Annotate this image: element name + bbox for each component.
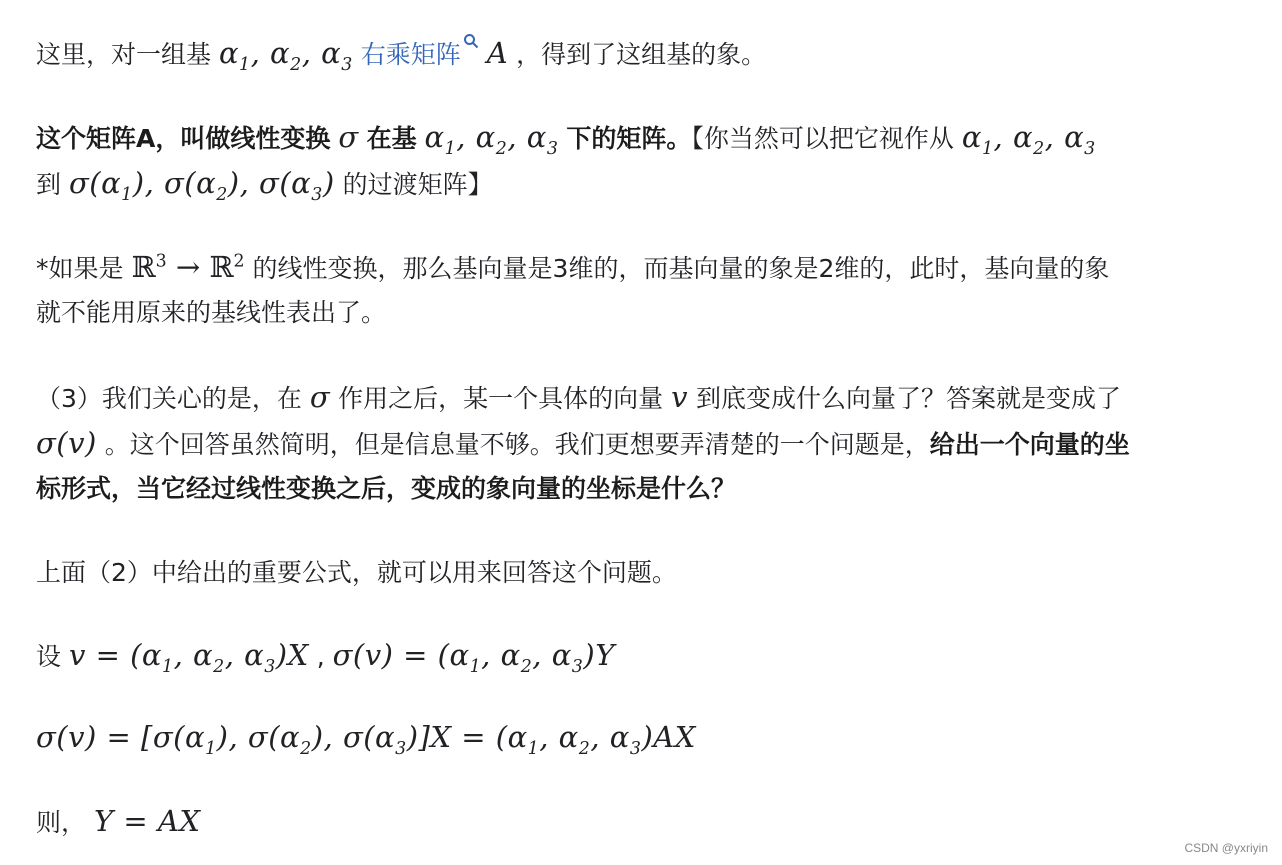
paragraph-5 bbox=[36, 550, 1256, 596]
text: 作用之后，某一个具体的向量 bbox=[338, 384, 664, 413]
math-equation: $\sigma(v) = [\sigma(\alpha_1)$, $\sigma(\alpha_2)$, $\sigma(\alpha_3)]X = (\alpha_1$, $\alpha_2$, $\alpha_3)AX$ bbox=[36, 720, 696, 759]
math-sigma-images: $\sigma(\alpha_1)$, $\sigma(\alpha_2)$, $\sigma(\alpha_3)$ bbox=[68, 166, 335, 205]
math-v: v bbox=[671, 380, 688, 414]
math-sigma: σ bbox=[309, 380, 331, 414]
text: ，得到了这组基的象。 bbox=[516, 40, 767, 69]
math-result: Y = AX bbox=[93, 804, 201, 838]
bold-text: 在基 bbox=[366, 124, 417, 153]
paragraph-4-line-3 bbox=[36, 466, 1256, 512]
bold-text: 标形式，当它经过线性变换之后，变成的象向量的坐标是什么？ bbox=[36, 474, 737, 503]
paragraph-2-line-2 bbox=[36, 160, 1256, 208]
paragraph-3 bbox=[36, 244, 1256, 292]
watermark: CSDN @yxriyin bbox=[1184, 841, 1268, 855]
math-sigma-v-definition: $\sigma(v) = (\alpha_1$, $\alpha_2$, $\alpha_3)Y$ bbox=[332, 638, 615, 677]
bold-text: 这个矩阵A，叫做线性变换 bbox=[36, 124, 331, 153]
paragraph-3-line-2 bbox=[36, 290, 1256, 336]
paragraph-7-equation bbox=[36, 714, 1256, 762]
paragraph-2 bbox=[36, 114, 1256, 162]
paragraph-4 bbox=[36, 374, 1256, 422]
math-sigma: σ bbox=[338, 120, 359, 154]
text: 的线性变换，那么基向量是3维的，而基向量的象是2维的，此时，基向量的象 bbox=[252, 254, 1110, 283]
math-R3-to-R2: ℝ$^3$ → ℝ$^2$ bbox=[131, 250, 245, 284]
text: 到 bbox=[36, 170, 62, 199]
bold-text: 下的矩阵。 bbox=[566, 124, 692, 153]
search-icon[interactable] bbox=[463, 33, 479, 49]
text: 【你当然可以把它视作从 bbox=[691, 124, 954, 153]
math-basis: $\alpha_1$, $\alpha_2$, $\alpha_3$ bbox=[218, 36, 353, 75]
paragraph-1 bbox=[36, 30, 1256, 78]
text: 设 bbox=[36, 642, 69, 671]
text: 这里，对一组基 bbox=[36, 40, 219, 69]
text: 的过渡矩阵】 bbox=[342, 170, 493, 199]
math-A: A bbox=[486, 36, 509, 70]
paragraph-8 bbox=[36, 798, 1256, 846]
text: 则， bbox=[36, 808, 87, 837]
text: *如果是 bbox=[36, 254, 124, 283]
math-basis: $\alpha_1$, $\alpha_2$, $\alpha_3$ bbox=[961, 120, 1096, 159]
math-v-definition: $v = (\alpha_1$, $\alpha_2$, $\alpha_3)X$ bbox=[68, 638, 309, 677]
text: 上面（2）中给出的重要公式，就可以用来回答这个问题。 bbox=[36, 558, 677, 587]
text: （3）我们关心的是，在 bbox=[36, 384, 302, 413]
bold-text: 给出一个向量的坐 bbox=[929, 430, 1130, 459]
text: 到底变成什么向量了？答案就是变成了 bbox=[695, 384, 1121, 413]
paragraph-6: 设 $v = (\alpha_1$, $\alpha_2$, $\alpha_3)X$ , $\sigma(v) = (\alpha_1$, $\alpha_2$, $\alpha_3)Y$ bbox=[36, 638, 615, 677]
paragraph-4-line-2 bbox=[36, 420, 1256, 468]
text: 就不能用原来的基线性表出了。 bbox=[36, 298, 387, 327]
text: 。这个回答虽然简明，但是信息量不够。我们更想要弄清楚的一个问题是， bbox=[104, 430, 930, 459]
math-sigma-v: σ(v) bbox=[36, 426, 97, 460]
math-basis: $\alpha_1$, $\alpha_2$, $\alpha_3$ bbox=[424, 120, 559, 159]
link-right-multiply-matrix[interactable]: 右乘矩阵 bbox=[360, 40, 461, 69]
